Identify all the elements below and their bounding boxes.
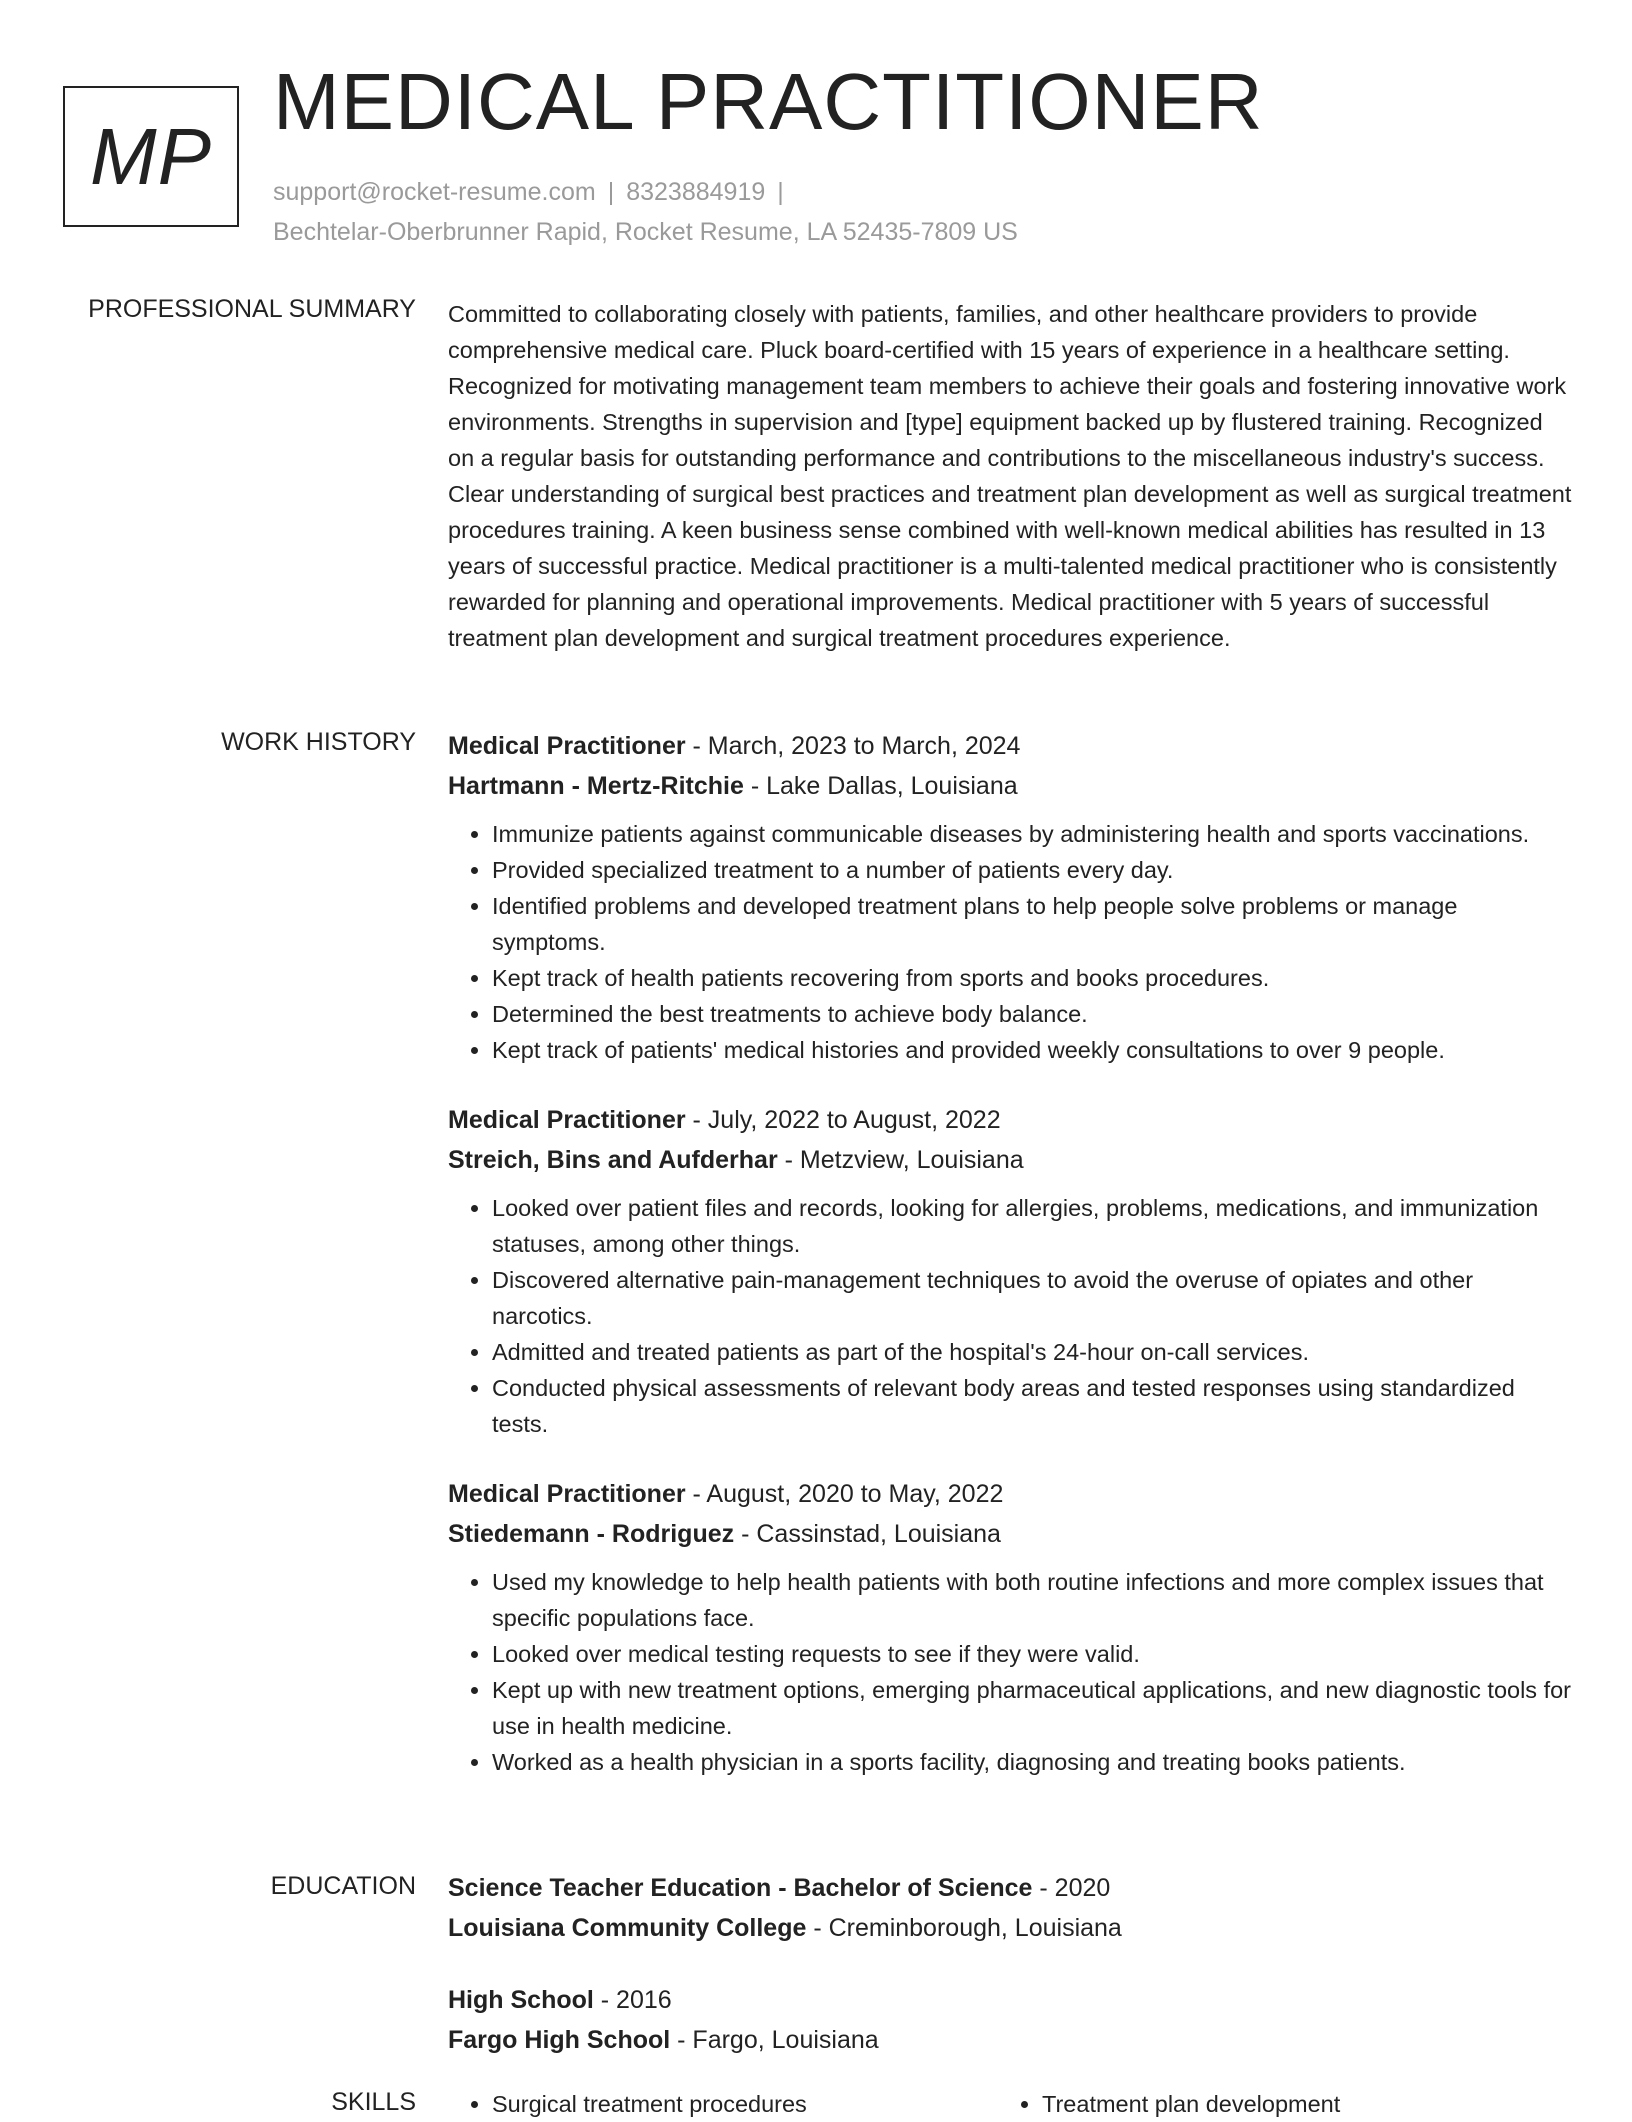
job-bullet: • Immunize patients against communicable diseases by administering health and sports vaccinations. [492,816,1573,852]
job-bullet: • Worked as a health physician in a sports facility, diagnosing and treating books patients. [492,1744,1573,1780]
job-bullet: • Used my knowledge to help health patients with both routine infections and more complex issues that specific populations face. [492,1564,1573,1636]
job-bullet: • Conducted physical assessments of relevant body areas and tested responses using standardized tests. [492,1370,1573,1442]
education-school-line [448,2020,1573,2060]
skills-section [448,2086,1573,2122]
job-bullet: • Provided specialized treatment to a number of patients every day. [492,852,1573,888]
job-dates: - August, 2020 to May, 2022 [685,1480,1004,1508]
job-dates: - July, 2022 to August, 2022 [685,1106,1001,1134]
job-bullet: • Looked over patient files and records, looking for allergies, problems, medications, and immunization statuses, among other things. [492,1190,1573,1262]
job-location: - Cassinstad, Louisiana [734,1520,1001,1548]
education-school: Louisiana Community College [448,1914,807,1942]
education-location: - Fargo, Louisiana [670,2026,879,2054]
job-location: - Lake Dallas, Louisiana [743,772,1018,800]
contact-separator: | [777,178,784,206]
contact-line-1 [273,172,1018,212]
job-company: Streich, Bins and Aufderhar [448,1146,778,1174]
education-school: Fargo High School [448,2026,671,2054]
skill-item: • Treatment plan development [1042,2086,1548,2122]
job-bullet: • Looked over medical testing requests to see if they were valid. [492,1636,1573,1672]
job-bullets [448,1564,1573,1780]
section-label-summary: PROFESSIONAL SUMMARY [88,295,416,323]
contact-phone[interactable]: 8323884919 [626,178,766,206]
job-title-line [448,726,1573,766]
education-location: - Creminborough, Louisiana [806,1914,1122,1942]
section-label-work-history: WORK HISTORY [221,728,416,756]
education-entry [448,1868,1573,1948]
skills-column [448,2086,998,2122]
education-degree: High School [448,1986,594,2014]
job-entry [448,1100,1573,1442]
job-bullet: • Kept up with new treatment options, emerging pharmaceutical applications, and new diagnostic tools for use in health medicine. [492,1672,1573,1744]
contact-address: Bechtelar-Oberbrunner Rapid, Rocket Resume, LA 52435-7809 US [273,218,1018,246]
job-title-line [448,1474,1573,1514]
job-title: Medical Practitioner [448,732,686,760]
education-year: - 2016 [593,1986,672,2014]
skills-column [998,2086,1548,2122]
work-history-section [448,726,1573,1800]
job-bullet: • Identified problems and developed treatment plans to help people solve problems or manage symptoms. [492,888,1573,960]
job-bullets [448,816,1573,1068]
contact-email[interactable]: support@rocket-resume.com [273,178,596,206]
monogram: MP [63,86,239,227]
job-org-line [448,1140,1573,1180]
job-bullet: • Discovered alternative pain-management techniques to avoid the overuse of opiates and other narcotics. [492,1262,1573,1334]
job-title-line [448,1100,1573,1140]
job-bullet: • Determined the best treatments to achieve body balance. [492,996,1573,1032]
job-company: Stiedemann - Rodriguez [448,1520,735,1548]
skills-grid [448,2086,1573,2122]
job-title: Medical Practitioner [448,1106,686,1134]
job-bullet: • Kept track of patients' medical histories and provided weekly consultations to over 9 people. [492,1032,1573,1068]
education-school-line [448,1908,1573,1948]
education-degree-line [448,1868,1573,1908]
skill-item: • Surgical treatment procedures [492,2086,998,2122]
summary-section [448,296,1573,656]
job-title: Medical Practitioner [448,1480,686,1508]
summary-text: Committed to collaborating closely with patients, families, and other healthcare providers to provide comprehensive medical care. Pluck board-certified with 15 years of experience in a healthcare setting. Recognized for motivating management team members to achieve their goals and fostering innovative work environments. Strengths in supervision and [type] equipment backed up by flustered training. Recognized on a regular basis for outstanding performance and contributions to the miscellaneous industry's success. Clear understanding of surgical best practices and treatment plan development as well as surgical treatment procedures training. A keen business sense combined with well-known medical abilities has resulted in 13 years of successful practice. Medical practitioner is a multi-talented medical practitioner who is consistently rewarded for planning and operational improvements. Medical practitioner with 5 years of successful treatment plan development and surgical treatment procedures experience. [448,301,1572,651]
section-label-education: EDUCATION [270,1872,416,1900]
education-year: - 2020 [1032,1874,1111,1902]
job-org-line [448,1514,1573,1554]
section-label-skills: SKILLS [331,2088,416,2116]
contact-separator: | [607,178,615,206]
job-location: - Metzview, Louisiana [777,1146,1024,1174]
job-entry [448,726,1573,1068]
job-org-line [448,766,1573,806]
job-dates: - March, 2023 to March, 2024 [685,732,1021,760]
education-degree-line [448,1980,1573,2020]
job-entry [448,1474,1573,1780]
job-bullet: • Admitted and treated patients as part of the hospital's 24-hour on-call services. [492,1334,1573,1370]
education-degree: Science Teacher Education - Bachelor of Science [448,1874,1033,1902]
job-company: Hartmann - Mertz-Ritchie [448,772,744,800]
job-bullet: • Kept track of health patients recovering from sports and books procedures. [492,960,1573,996]
job-bullets [448,1190,1573,1442]
education-entry [448,1980,1573,2060]
contact-info [273,172,1018,252]
education-section [448,1868,1573,2060]
resume-name: MEDICAL PRACTITIONER [273,57,1264,146]
